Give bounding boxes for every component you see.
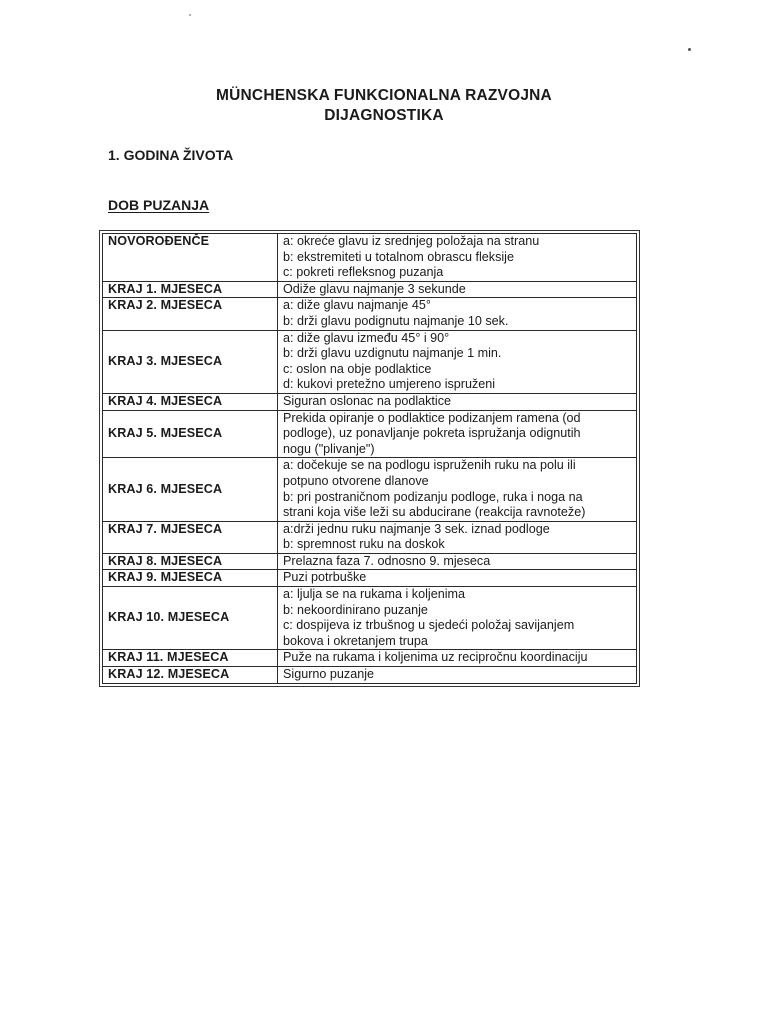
milestone-line: a: dočekuje se na podlogu ispruženih ruku na polu ili <box>283 458 576 473</box>
age-cell: KRAJ 5. MJESECA <box>103 410 278 458</box>
age-cell: KRAJ 3. MJESECA <box>103 330 278 393</box>
table-row <box>103 410 637 458</box>
milestone-line: bokova i okretanjem trupa <box>283 633 428 648</box>
age-cell: KRAJ 11. MJESECA <box>103 650 278 667</box>
milestones-table <box>102 233 637 684</box>
milestone-line: a: diže glavu između 45° i 90° <box>283 330 450 345</box>
milestone-cell <box>278 553 637 570</box>
milestone-cell <box>278 330 637 393</box>
table-row <box>103 330 637 393</box>
age-cell: KRAJ 6. MJESECA <box>103 458 278 521</box>
age-cell: KRAJ 2. MJESECA <box>103 298 278 330</box>
milestone-line: Prekida opiranje o podlaktice podizanjem ramena (od <box>283 410 581 425</box>
document-title <box>0 86 768 126</box>
milestone-line: b: drži glavu podignutu najmanje 10 sek. <box>283 313 509 328</box>
milestone-cell <box>278 393 637 410</box>
milestone-cell <box>278 458 637 521</box>
age-cell: KRAJ 9. MJESECA <box>103 570 278 587</box>
section-heading: 1. GODINA ŽIVOTA <box>108 147 234 163</box>
table-row <box>103 667 637 684</box>
milestone-line: nogu ("plivanje") <box>283 441 375 456</box>
scan-speck <box>189 14 191 16</box>
scan-speck <box>688 48 691 51</box>
milestone-line: a: diže glavu najmanje 45° <box>283 298 431 313</box>
table-row <box>103 298 637 330</box>
age-cell: NOVOROĐENČE <box>103 234 278 282</box>
milestone-line: Odiže glavu najmanje 3 sekunde <box>283 281 466 296</box>
age-cell: KRAJ 12. MJESECA <box>103 667 278 684</box>
table-row <box>103 570 637 587</box>
age-cell: KRAJ 7. MJESECA <box>103 521 278 553</box>
milestone-line: Puže na rukama i koljenima uz recipročnu koordinaciju <box>283 650 588 665</box>
age-cell: KRAJ 8. MJESECA <box>103 553 278 570</box>
milestone-line: podloge), uz ponavljanje pokreta ispružanja odignutih <box>283 426 581 441</box>
milestones-table-frame <box>99 230 640 687</box>
milestone-cell <box>278 587 637 650</box>
table-subheading: DOB PUZANJA <box>108 197 210 213</box>
table-row <box>103 458 637 521</box>
milestone-line: c: oslon na obje podlaktice <box>283 361 432 376</box>
milestone-line: b: nekoordinirano puzanje <box>283 602 428 617</box>
table-row <box>103 587 637 650</box>
milestone-line: potpuno otvorene dlanove <box>283 473 429 488</box>
milestone-line: Prelazna faza 7. odnosno 9. mjeseca <box>283 553 491 568</box>
age-cell: KRAJ 4. MJESECA <box>103 393 278 410</box>
milestone-line: c: pokreti refleksnog puzanja <box>283 265 444 280</box>
milestone-line: b: pri postraničnom podizanju podloge, ruka i noga na <box>283 489 583 504</box>
milestone-line: Siguran oslonac na podlaktice <box>283 393 452 408</box>
table-row <box>103 281 637 298</box>
table-row <box>103 393 637 410</box>
table-row <box>103 553 637 570</box>
milestone-line: Puzi potrbuške <box>283 570 367 585</box>
milestone-line: Sigurno puzanje <box>283 667 375 682</box>
milestone-cell <box>278 521 637 553</box>
table-row <box>103 521 637 553</box>
milestone-cell <box>278 234 637 282</box>
age-cell: KRAJ 1. MJESECA <box>103 281 278 298</box>
title-line-1: MÜNCHENSKA FUNKCIONALNA RAZVOJNA <box>216 87 552 104</box>
milestone-cell <box>278 667 637 684</box>
milestone-cell <box>278 650 637 667</box>
milestone-line: strani koja više leži su abducirane (reakcija ravnoteže) <box>283 505 586 520</box>
milestone-cell <box>278 570 637 587</box>
milestone-line: a:drži jednu ruku najmanje 3 sek. iznad podloge <box>283 521 550 536</box>
milestone-line: a: ljulja se na rukama i koljenima <box>283 587 465 602</box>
milestone-cell <box>278 410 637 458</box>
milestone-line: a: okreće glavu iz srednjeg položaja na stranu <box>283 234 540 248</box>
milestone-cell <box>278 298 637 330</box>
milestone-line: b: spremnost ruku na doskok <box>283 537 445 552</box>
milestone-line: b: drži glavu uzdignutu najmanje 1 min. <box>283 346 502 361</box>
milestone-line: c: dospijeva iz trbušnog u sjedeći položaj savijanjem <box>283 618 575 633</box>
table-row <box>103 650 637 667</box>
title-line-2: DIJAGNOSTIKA <box>324 107 444 124</box>
milestone-line: b: ekstremiteti u totalnom obrascu fleksije <box>283 249 514 264</box>
table-row <box>103 234 637 282</box>
milestone-line: d: kukovi pretežno umjereno ispruženi <box>283 377 496 392</box>
age-cell: KRAJ 10. MJESECA <box>103 587 278 650</box>
milestone-cell <box>278 281 637 298</box>
